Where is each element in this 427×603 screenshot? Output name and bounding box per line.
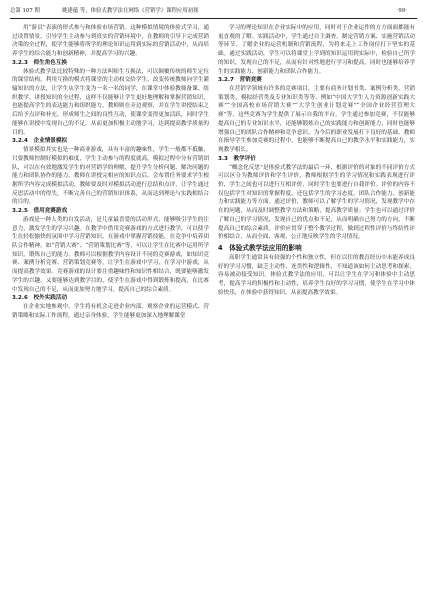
header-rule — [10, 18, 417, 19]
right-column — [218, 24, 415, 298]
body-paragraph: 高职学生通常具有较强的个性和独立性，但在以往的教育经历中未能养成良好的学习习惯，缺乏主动性、连贯性和逻辑性，不知道该如何主动思考和探索，容易被动接受知识。体验式教学法的应用，可以让学生在学习和体验中主动思考，提高学习的积极性和主动性，培养学生良好的学习习惯，使学生在学习中体验快乐，在体验中获得知识，从而提高教学效果。 — [218, 254, 415, 296]
running-header — [10, 5, 417, 17]
section-heading-line — [12, 137, 209, 146]
section-heading-line — [12, 207, 209, 216]
body-paragraph: 体验式教学法比较特殊的一种方法叫师生互换法，可以颠覆传统的师生定位的课堂结构，利用互换的模式将课堂的主动权交给学生，改变传统教师向学生灌输知识的方法，让学生从学生变为一名一名的同学，在课堂中体验教师备课、组织教学、讲授知识的全过程，这样不仅能够让学生更好地理解和掌握营销知识，也能提高学生的表达能力和组织能力。教师则在旁边观察，并在学生讲授结束之后给予点评和补充，形成师生之间的良性互动，使课堂变得更加活跃，同时学生能够在讲授中发现自己的不足，从而更加积极主动地学习，达到提高教学质量的目的。 — [12, 68, 209, 136]
body-paragraph: 游戏是一种人类的自发活动，是儿童最喜爱的活动形式，能够吸引学生的注意力，激发学生的学习兴趣。在教学中借用竞赛游戏的方式进行教学，可以使学生在轻松愉快的氛围中学习营销知识，在游戏中掌握营销技能，在竞争中培养团队合作精神。如“营销大赛”、“营销策划比赛”等，可以让学生在比赛中运用所学知识，锻炼自己的能力。教师可以根据教学内容设计不同的竞赛游戏，如知识竞赛、案例分析竞赛、营销策划竞赛等，让学生在游戏中学习，在学习中游戏，从而提高教学效果。竞赛游戏的设计要注重趣味性和知识性相结合，既要能够激发学生的兴趣，又要能够达到教学目的，使学生在游戏中得到锻炼和提高，在比赛中发现自己的不足，从而更加努力地学习，提高自己的综合素质。 — [12, 216, 209, 293]
issue-number: 总第 107 期 — [10, 8, 40, 14]
body-paragraph: 用“游员”表演的形式参与和体验市场营销。这种模拟情境的体验式学习，通过设置情景，引导学生主动参与到真实的营销环境中，在教师的引导下完成营销决策的全过程，使学生能够将所学的理论知识运用到实际的营销活动中，从而培养学生的综合能力和创新精神，并提高学习的兴趣。 — [12, 25, 209, 58]
body-paragraph: 学习的理论知识在企业实际中的应用，同时对于企业运作的方方面面都能有更直观的了解。实践活动中，学生通过自主调查、制定营销方案、实施营销活动等环节，了解企业的运营机制和营销流程，为将来走上工作岗位打下坚实的基础。通过实践活动，学生可以将课堂上学到的知识运用到实际中，检验自己所学的知识，发现自己的不足，从而有针对性地进行学习和提高，同时也能够培养学生的实践能力、创新能力和团队合作能力。 — [218, 25, 415, 75]
body-paragraph: 在营销学领域有许多的竞赛项目，主要有商务计划书类、案例分析类、营销策划类、模拟经营类及专业知识类等等，例如“中国大学生人力资源创新实践大赛”“全国高校市场营销大赛”“大学生创业计划竞赛”“全国企业经营管理大赛”等，这些竞赛为学生提供了展示自我的平台，学生通过参加竞赛，不仅能够提高自己的专业知识水平，还能够锻炼自己的实践能力和创新能力，同时也能够增强自己的团队合作精神和竞争意识，为今后的职业发展打下良好的基础。教师在指导学生参加竞赛的过程中，也能够不断提高自己的教学水平和实践能力，实现教学相长。 — [218, 86, 415, 154]
article-running-title: 姚建蕴 等，体验式教学法在网络《营销学》课程应用初探 — [62, 8, 199, 14]
section-heading: 3.2.7 营销竞赛 — [218, 77, 262, 84]
section-heading-line — [12, 59, 209, 68]
body-paragraph: “概念化反思”是体验式教学法的最后一环，根据评价的对象的不同评价方式可以区分为教师评价和学生评价，教师根据学生的学习情况和实践表现进行评价，学生之间也可以进行互相评价，同时学生也要进行自我评价。评价的内容不仅包括学生对知识的掌握程度，还包括学生的学习态度、团队合作能力、创新能力和实践能力等方面。通过评价，教师可以了解学生的学习情况，发现教学中存在的问题，从而及时调整教学方法和策略，提高教学质量；学生也可以通过评价了解自己的学习情况，发现自己的优点和不足，从而明确自己努力的方向，不断提高自己的综合素质。评价应贯穿于整个教学过程，做到过程性评价与终结性评价相结合，从而全面、客观、公正地反映学生的学习情况。 — [218, 164, 415, 241]
section-heading: 3.2.4 企业情景模拟 — [12, 138, 68, 145]
section-heading: 3.2.5 借用竞赛游戏 — [12, 208, 68, 215]
section-heading: 3.3 教学评价 — [218, 155, 256, 162]
section-heading: 3.2.3 师生角色互换 — [12, 59, 68, 66]
major-section-heading: 4 体验式教学法应用的影响 — [218, 243, 302, 252]
section-heading: 3.2.6 校外实践活动 — [12, 295, 68, 302]
section-heading-line — [218, 155, 415, 164]
body-paragraph: 情景模拟其实也是一种商业游戏，具有丰富的趣味性，学生一般都不抵触，只要教师控制好模拟的难度，学生主动参与的程度就高。模拟过程中分有营销团队，可以在有效地激发学生的对营销学的理解，提升学生分析问题、解决问题的能力和团队协作的能力。教师在讲授完相应的知识点后，会布置任务要求学生根据所学内容完成模拟活动，教师要及时对模拟活动进行总结和点评，让学生通过反思活动中的得失，不断完善自己的营销知识体系，从而达到理论与实践相结合的目的。 — [12, 147, 209, 206]
section-heading-line — [12, 294, 209, 303]
left-column — [12, 24, 209, 320]
page-number: ·99· — [396, 8, 407, 14]
section-heading-line — [218, 76, 415, 85]
body-paragraph: 在企业实地参观中，学生将有机会走进企业内部，观察企业的运营模式、营销策略和实际工作流程，通过亲身体验，学生能够更加深入地理解课堂 — [12, 304, 209, 319]
